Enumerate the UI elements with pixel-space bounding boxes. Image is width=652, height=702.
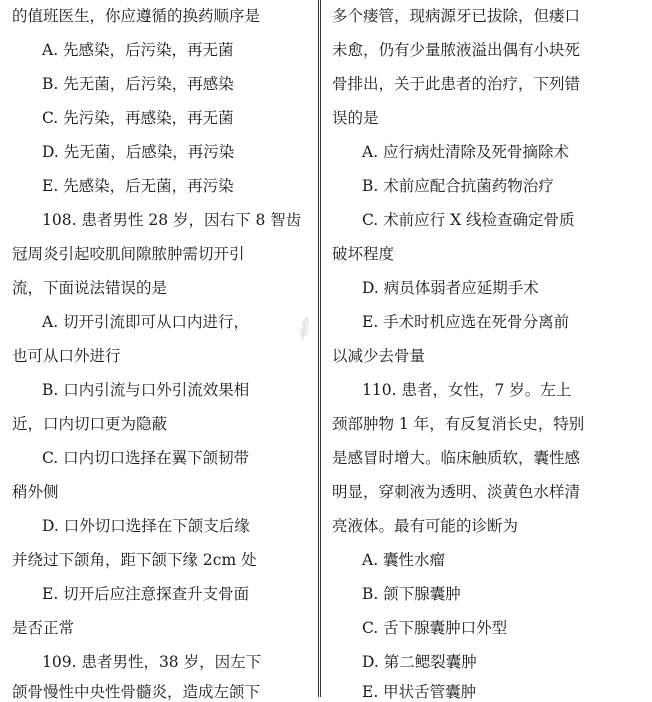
option-108-e: E. 切开后应注意探查升支骨面 bbox=[42, 585, 250, 603]
option-109-a: A. 应行病灶清除及死骨摘除术 bbox=[362, 143, 570, 161]
option-109-e: E. 手术时机应选在死骨分离前 bbox=[362, 313, 570, 331]
option-109-e-cont: 以减少去骨量 bbox=[332, 347, 426, 365]
option-107-e: E. 先感染，后无菌，再污染 bbox=[42, 177, 234, 195]
option-108-b-cont: 近，口内切口更为隐蔽 bbox=[12, 415, 168, 433]
option-108-a: A. 切开引流即可从口内进行， bbox=[42, 313, 250, 331]
option-108-b: B. 口内引流与口外引流效果相 bbox=[42, 381, 250, 399]
option-110-a: A. 囊性水瘤 bbox=[362, 551, 446, 569]
question-110-stem-4: 明显，穿刺液为透明、淡黄色水样清 bbox=[332, 483, 581, 501]
question-110-stem-2: 颈部肿物 1 年，有反复消长史，特别 bbox=[332, 415, 585, 433]
option-107-c: C. 先污染，再感染，再无菌 bbox=[42, 109, 234, 127]
question-107-stem-end: 的值班医生，你应遵循的换药顺序是 bbox=[12, 7, 261, 25]
question-110-stem-5: 亮液体。最有可能的诊断为 bbox=[332, 517, 519, 535]
question-109-stem-1: 109. 患者男性，38 岁，因左下 bbox=[42, 653, 262, 671]
option-110-b: B. 颌下腺囊肿 bbox=[362, 585, 461, 603]
option-108-d: D. 口外切口选择在下颌支后缘 bbox=[42, 517, 250, 535]
question-109-stem-2: 颌骨慢性中央性骨髓炎，造成左颌下 bbox=[12, 683, 261, 701]
watermark-mark: ⸙ bbox=[285, 304, 324, 351]
question-109-stem-6: 误的是 bbox=[332, 109, 379, 127]
question-108-stem-3: 流，下面说法错误的是 bbox=[12, 279, 168, 297]
question-109-stem-4: 未愈，仍有少量脓液溢出偶有小块死 bbox=[332, 41, 581, 59]
option-107-b: B. 先无菌，后污染，再感染 bbox=[42, 75, 234, 93]
question-109-stem-3: 多个瘘管，现病源牙已拔除，但瘘口 bbox=[332, 7, 581, 25]
option-108-e-cont: 是否正常 bbox=[12, 619, 75, 637]
option-109-d: D. 病员体弱者应延期手术 bbox=[362, 279, 539, 297]
question-108-stem-2: 冠周炎引起咬肌间隙脓肿需切开引 bbox=[12, 245, 245, 263]
question-108-stem-1: 108. 患者男性 28 岁，因右下 8 智齿 bbox=[42, 211, 302, 229]
option-109-b: B. 术前应配合抗菌药物治疗 bbox=[362, 177, 554, 195]
option-107-a: A. 先感染，后污染，再无菌 bbox=[42, 41, 234, 59]
option-109-c: C. 术前应行 X 线检查确定骨质 bbox=[362, 211, 575, 229]
option-110-d: D. 第二鳃裂囊肿 bbox=[362, 653, 477, 671]
option-108-d-cont: 并绕过下颌角，距下颌下缘 2cm 处 bbox=[12, 551, 257, 569]
question-110-stem-3: 是感冒时增大。临床触质软，囊性感 bbox=[332, 449, 581, 467]
option-108-c: C. 口内切口选择在翼下颌韧带 bbox=[42, 449, 250, 467]
option-110-e: E. 甲状舌管囊肿 bbox=[362, 683, 477, 701]
option-109-c-cont: 破坏程度 bbox=[332, 245, 395, 263]
question-110-stem-1: 110. 患者，女性，7 岁。左上 bbox=[362, 381, 572, 399]
option-110-c: C. 舌下腺囊肿口外型 bbox=[362, 619, 508, 637]
question-109-stem-5: 骨排出，关于此患者的治疗，下列错 bbox=[332, 75, 581, 93]
option-107-d: D. 先无菌，后感染，再污染 bbox=[42, 143, 235, 161]
option-108-c-cont: 稍外侧 bbox=[12, 483, 59, 501]
option-108-a-cont: 也可从口外进行 bbox=[12, 347, 121, 365]
